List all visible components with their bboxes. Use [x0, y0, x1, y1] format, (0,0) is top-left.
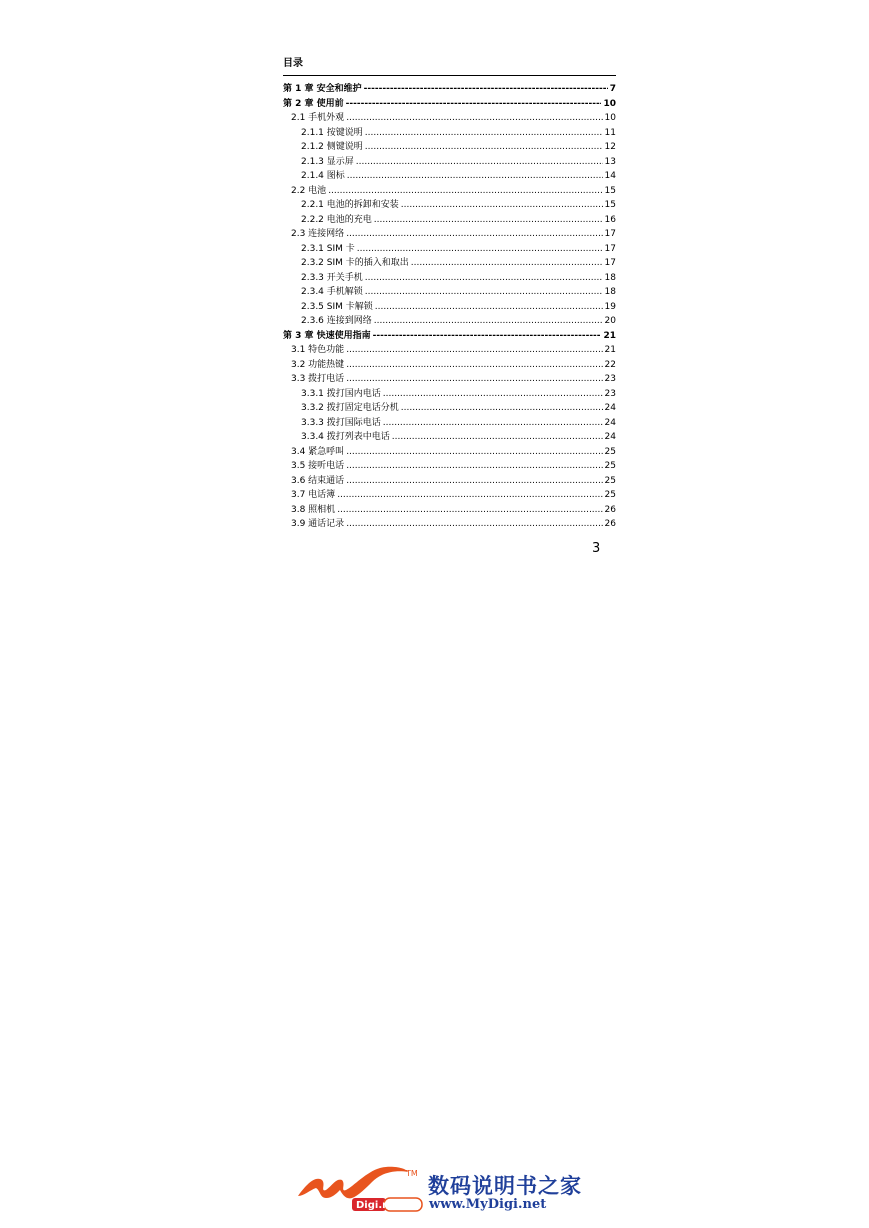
toc-leader [346, 445, 602, 460]
toc-entry-title: 第 1 章 安全和维护 [283, 84, 362, 94]
toc-entry[interactable] [283, 488, 616, 503]
toc-entry-title: 2.3.5 SIM 卡解锁 [301, 301, 373, 312]
toc-entry-page: 17 [604, 258, 616, 268]
toc-leader [411, 256, 603, 271]
toc-entry-title: 3.6 结束通话 [291, 475, 345, 486]
toc-leader [392, 430, 603, 445]
toc-entry-title: 3.3.4 拨打列表中电话 [301, 432, 390, 442]
toc-entry-title: 2.3.4 手机解锁 [301, 287, 363, 297]
toc-leader [337, 488, 602, 503]
toc-entry-title: 2.3.2 SIM 卡的插入和取出 [301, 258, 409, 268]
toc-entry-page: 21 [604, 345, 616, 355]
toc-entry-title: 2.3.3 开关手机 [301, 272, 363, 283]
toc-entry-title: 3.3.1 拨打国内电话 [301, 388, 381, 399]
toc-entry[interactable] [283, 358, 616, 373]
toc-entry[interactable] [283, 329, 616, 344]
toc-entry-title: 2.1.4 图标 [301, 171, 345, 181]
toc-entry-page: 16 [604, 214, 616, 225]
toc-leader [364, 82, 608, 97]
toc-entry-page: 14 [604, 171, 616, 181]
toc-leader [365, 126, 603, 141]
toc-entry[interactable] [283, 271, 616, 286]
toc-leader [357, 242, 603, 257]
toc-entry-title: 3.4 紧急呼叫 [291, 446, 345, 457]
toc-entry-page: 23 [604, 388, 616, 399]
toc-entry[interactable] [283, 517, 616, 532]
toc-entry[interactable] [283, 155, 616, 170]
toc-entry-page: 17 [604, 229, 616, 239]
toc-leader [365, 140, 603, 155]
toc-entry-title: 2.3.1 SIM 卡 [301, 243, 355, 254]
toc-entry-title: 2.2.1 电池的拆卸和安装 [301, 200, 399, 210]
toc-entry-page: 13 [604, 156, 616, 167]
page-number: 3 [592, 541, 601, 556]
toc-entry-title: 2.1.1 按键说明 [301, 127, 363, 138]
toc-entry[interactable] [283, 503, 616, 518]
toc-leader [346, 358, 602, 373]
toc-entry-title: 2.1.3 显示屏 [301, 156, 354, 167]
toc-entry[interactable] [283, 372, 616, 387]
toc-leader [373, 329, 602, 344]
toc-leader [374, 314, 603, 329]
toc-entry-title: 3.7 电话簿 [291, 490, 336, 500]
toc-leader [346, 343, 602, 358]
toc-entry-title: 3.2 功能热键 [291, 359, 345, 370]
toc-leader [356, 155, 603, 170]
toc-entry-page: 7 [609, 84, 616, 94]
toc-entry-title: 2.3 连接网络 [291, 229, 345, 239]
toc-entry[interactable] [283, 184, 616, 199]
toc-entry[interactable] [283, 300, 616, 315]
toc-leader [328, 184, 602, 199]
toc-entry-page: 18 [604, 272, 616, 283]
toc-entry[interactable] [283, 430, 616, 445]
toc-entry-title: 3.3.2 拨打固定电话分机 [301, 403, 399, 413]
toc-entry-page: 22 [604, 359, 616, 370]
toc-leader [346, 227, 602, 242]
toc-entry-page: 15 [604, 185, 616, 196]
toc-entry-title: 2.1 手机外观 [291, 113, 345, 123]
toc-entry[interactable] [283, 474, 616, 489]
toc-entry[interactable] [283, 169, 616, 184]
toc-leader [346, 111, 602, 126]
toc-entry-page: 11 [604, 127, 616, 138]
toc-entry[interactable] [283, 285, 616, 300]
toc-entry-page: 10 [603, 98, 616, 109]
toc-entry[interactable] [283, 111, 616, 126]
toc-leader [401, 198, 603, 213]
toc-entry-page: 20 [604, 316, 616, 326]
toc-entry[interactable] [283, 213, 616, 228]
toc-entry-page: 18 [604, 287, 616, 297]
toc-entry-title: 3.9 通话记录 [291, 519, 345, 529]
toc-entry[interactable] [283, 242, 616, 257]
title-rule [283, 75, 616, 76]
toc-entry-page: 23 [604, 374, 616, 384]
toc-leader [346, 372, 602, 387]
toc-leader [337, 503, 602, 518]
toc-entry[interactable] [283, 314, 616, 329]
toc-leader [346, 474, 602, 489]
toc-entry-page: 21 [603, 330, 616, 341]
toc-entry-title: 第 3 章 快速使用指南 [283, 330, 371, 341]
toc-leader [346, 97, 602, 112]
toc-leader [383, 416, 603, 431]
toc-entry-page: 24 [604, 403, 616, 413]
toc-entry-page: 10 [604, 113, 616, 123]
toc-entry-page: 24 [604, 417, 616, 428]
toc-entry-title: 3.1 特色功能 [291, 345, 345, 355]
toc-entry-title: 2.2 电池 [291, 185, 327, 196]
toc-entry-title: 3.3.3 拨打国际电话 [301, 417, 381, 428]
page-title: 目录 [283, 58, 303, 69]
toc-entry-page: 12 [604, 142, 616, 152]
toc-leader [375, 300, 603, 315]
toc-entry-title: 第 2 章 使用前 [283, 98, 344, 109]
toc-entry[interactable] [283, 82, 616, 97]
toc-entry-page: 26 [604, 504, 616, 515]
digi-net-label: Digi.net [356, 1200, 401, 1211]
toc-leader [346, 517, 602, 532]
toc-entry-page: 25 [604, 446, 616, 457]
toc-leader [401, 401, 603, 416]
toc-entry[interactable] [283, 416, 616, 431]
trademark-mark: TM [406, 1169, 418, 1178]
toc-entry[interactable] [283, 401, 616, 416]
toc-leader [374, 213, 603, 228]
table-of-contents [283, 82, 616, 532]
toc-entry-page: 25 [604, 461, 616, 471]
toc-entry[interactable] [283, 387, 616, 402]
logo-url: www.MyDigi.net [429, 1197, 547, 1212]
toc-entry-page: 17 [604, 243, 616, 254]
toc-entry-title: 3.3 拨打电话 [291, 374, 345, 384]
toc-entry[interactable] [283, 445, 616, 460]
toc-entry-page: 19 [604, 301, 616, 312]
toc-entry[interactable] [283, 227, 616, 242]
toc-entry-title: 2.1.2 侧键说明 [301, 142, 363, 152]
toc-leader [383, 387, 603, 402]
toc-entry-title: 2.2.2 电池的充电 [301, 214, 372, 225]
toc-entry[interactable] [283, 459, 616, 474]
toc-entry[interactable] [283, 126, 616, 141]
toc-entry-title: 3.5 接听电话 [291, 461, 345, 471]
toc-leader [365, 271, 603, 286]
toc-leader [347, 169, 603, 184]
toc-entry[interactable] [283, 343, 616, 358]
toc-leader [346, 459, 602, 474]
swoosh-icon [298, 1167, 408, 1199]
toc-entry[interactable] [283, 97, 616, 112]
toc-entry-page: 15 [604, 200, 616, 210]
toc-entry[interactable] [283, 140, 616, 155]
toc-entry-page: 26 [604, 519, 616, 529]
toc-entry-title: 2.3.6 连接到网络 [301, 316, 372, 326]
toc-entry-title: 3.8 照相机 [291, 504, 336, 515]
toc-entry[interactable] [283, 198, 616, 213]
toc-entry-page: 25 [604, 490, 616, 500]
toc-entry-page: 25 [604, 475, 616, 486]
toc-entry-page: 24 [604, 432, 616, 442]
toc-entry[interactable] [283, 256, 616, 271]
logo-chinese-name: 数码说明书之家 [428, 1174, 582, 1198]
toc-leader [365, 285, 603, 300]
